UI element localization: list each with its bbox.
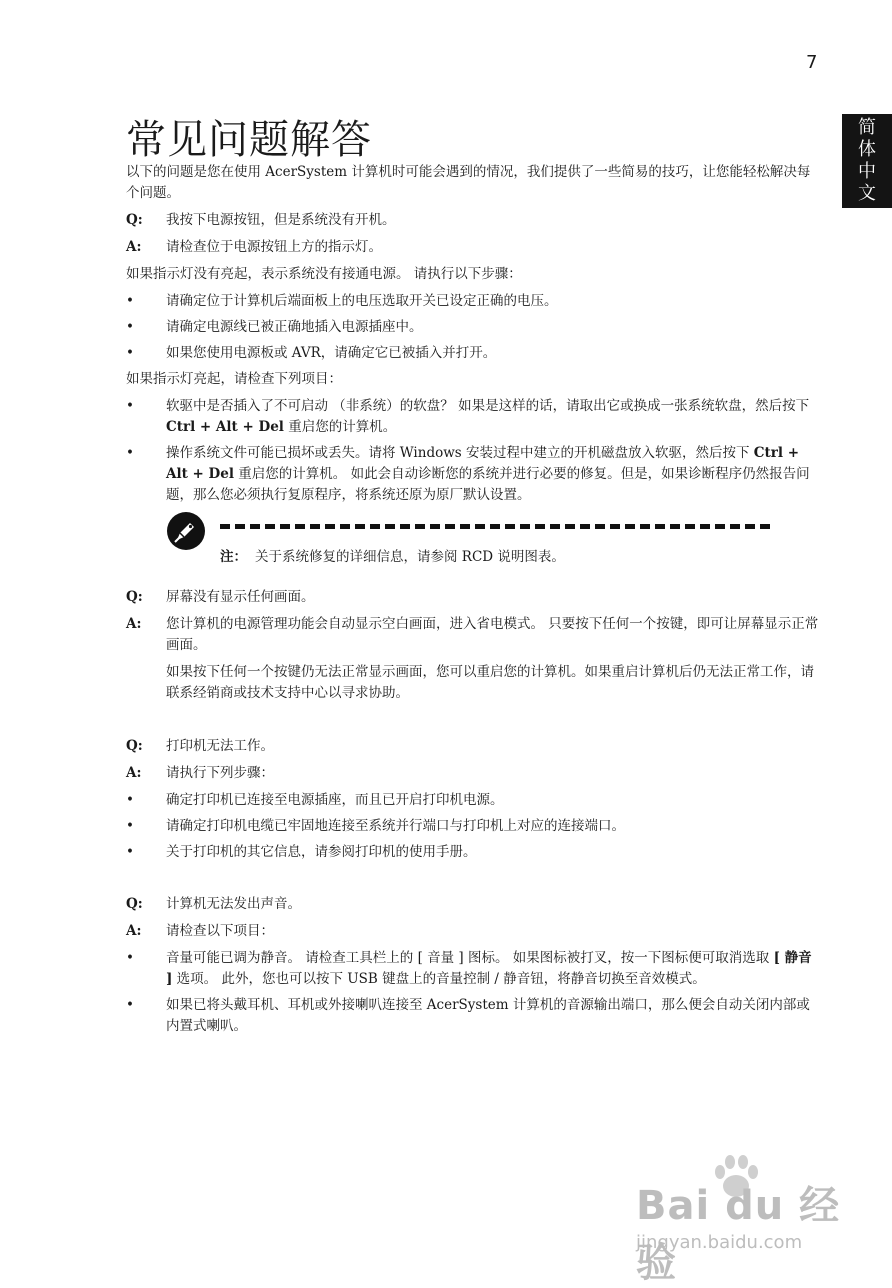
- question: [126, 736, 820, 757]
- answer-continuation: 如果按下任何一个按键仍无法正常显示画面，您可以重启您的计算机。如果重启计算机后仍无法正常工作，请联系经销商或技术支持中心以寻求协助。: [166, 664, 814, 701]
- q-label: Q:: [126, 212, 143, 228]
- language-tab-char: 中: [858, 161, 876, 182]
- faq-content: [126, 162, 820, 1042]
- text-run: 软驱中是否插入了不可启动 （非系统）的软盘？ 如果是这样的话，请取出它或换成一张系统软盘，然后按下: [166, 398, 810, 414]
- intro-paragraph: 以下的问题是您在使用 AcerSystem 计算机时可能会遇到的情况，我们提供了一些简易的技巧，让您能轻松解决每个问题。: [126, 164, 811, 201]
- answer-text: 请执行下列步骤：: [166, 765, 274, 781]
- list-item: [126, 317, 820, 338]
- list-item-text: [166, 443, 820, 506]
- list-item: [126, 443, 820, 506]
- answer-text: 请检查位于电源按钮上方的指示灯。: [166, 239, 382, 255]
- note-pen-icon: [166, 511, 206, 551]
- language-tab-char: 体: [858, 139, 876, 160]
- list-item: [126, 995, 820, 1037]
- page-number: 7: [806, 52, 818, 73]
- key-combo: Ctrl + Alt + Del: [166, 445, 800, 482]
- a-label: A:: [126, 923, 142, 939]
- question: [126, 587, 820, 608]
- bullet-icon: •: [126, 844, 134, 860]
- bullet-icon: •: [126, 950, 134, 966]
- note-label: 注：: [220, 549, 247, 565]
- language-tab-char: 文: [858, 183, 876, 204]
- case-paragraph: 如果指示灯亮起，请检查下列项目：: [126, 371, 342, 387]
- key-combo: Ctrl + Alt + Del: [166, 419, 284, 435]
- question: [126, 210, 820, 231]
- a-label: A:: [126, 616, 142, 632]
- text-run: 操作系统文件可能已损坏或丢失。请将 Windows 安装过程中建立的开机磁盘放入软驱，然后按下: [166, 445, 754, 461]
- bullet-icon: •: [126, 319, 134, 335]
- baidu-watermark: [628, 1148, 868, 1286]
- q-label: Q:: [126, 589, 143, 605]
- list-item-text: 请确定电源线已被正确地插入电源插座中。: [166, 319, 423, 335]
- list-item-text: 关于打印机的其它信息，请参阅打印机的使用手册。: [166, 844, 477, 860]
- watermark-brand: Bai du 经验: [636, 1183, 841, 1286]
- list-item: [126, 291, 820, 312]
- question-text: 打印机无法工作。: [166, 738, 274, 754]
- bullet-icon: •: [126, 445, 134, 461]
- list-item: [126, 842, 820, 863]
- list-item-text: [166, 948, 820, 990]
- note-box: [126, 511, 820, 573]
- dashed-divider: [220, 524, 770, 529]
- bullet-icon: •: [126, 997, 134, 1013]
- note-content: 关于系统修复的详细信息，请参阅 RCD 说明图表。: [255, 549, 565, 565]
- a-label: A:: [126, 765, 142, 781]
- bullet-icon: •: [126, 398, 134, 414]
- note-text: [220, 547, 565, 568]
- list-item: [126, 343, 820, 364]
- watermark-url: jingyan.baidu.com: [636, 1232, 803, 1253]
- question-text: 我按下电源按钮，但是系统没有开机。: [166, 212, 396, 228]
- question: [126, 894, 820, 915]
- list-item: [126, 816, 820, 837]
- list-item-text: 如果您使用电源板或 AVR，请确定它已被插入并打开。: [166, 345, 497, 361]
- text-run: 重启您的计算机。: [283, 419, 397, 435]
- language-tab: [842, 114, 892, 208]
- text-run: 音量可能已调为静音。 请检查工具栏上的 [ 音量 ] 图标。 如果图标被打叉，按一下图标便可取消选取: [166, 950, 774, 966]
- list-item: [126, 396, 820, 438]
- answer: [126, 763, 820, 784]
- page-title: 常见问题解答: [126, 117, 372, 163]
- list-item: [126, 790, 820, 811]
- question-text: 屏幕没有显示任何画面。: [166, 589, 315, 605]
- list-item-text: 如果已将头戴耳机、耳机或外接喇叭连接至 AcerSystem 计算机的音源输出端口，那么便会自动关闭内部或内置式喇叭。: [166, 997, 810, 1034]
- answer-text: 请检查以下项目：: [166, 923, 274, 939]
- bullet-icon: •: [126, 818, 134, 834]
- q-label: Q:: [126, 738, 143, 754]
- list-item: [126, 948, 820, 990]
- list-item-text: 确定打印机已连接至电源插座，而且已开启打印机电源。: [166, 792, 504, 808]
- answer: [126, 614, 820, 656]
- language-tab-char: 简: [858, 117, 876, 138]
- q-label: Q:: [126, 896, 143, 912]
- bullet-icon: •: [126, 345, 134, 361]
- bullet-icon: •: [126, 792, 134, 808]
- case-paragraph: 如果指示灯没有亮起，表示系统没有接通电源。 请执行以下步骤：: [126, 266, 522, 282]
- answer: [126, 237, 820, 258]
- text-run: 选项。 此外，您也可以按下 USB 键盘上的音量控制 / 静音钮，将静音切换至音效模式。: [172, 971, 706, 987]
- answer-text: 您计算机的电源管理功能会自动显示空白画面，进入省电模式。 只要按下任何一个按键，即可让屏幕显示正常画面。: [166, 616, 819, 653]
- list-item-text: 请确定打印机电缆已牢固地连接至系统并行端口与打印机上对应的连接端口。: [166, 818, 625, 834]
- list-item-text: [166, 396, 820, 438]
- text-run: 重启您的计算机。 如此会自动诊断您的系统并进行必要的修复。但是，如果诊断程序仍然报告问题，那么您必须执行复原程序，将系统还原为原厂默认设置。: [166, 466, 810, 503]
- list-item-text: 请确定位于计算机后端面板上的电压选取开关已设定正确的电压。: [166, 293, 558, 309]
- answer: [126, 921, 820, 942]
- a-label: A:: [126, 239, 142, 255]
- question-text: 计算机无法发出声音。: [166, 896, 301, 912]
- mute-option-label: [ 静音 ]: [166, 950, 812, 987]
- bullet-icon: •: [126, 293, 134, 309]
